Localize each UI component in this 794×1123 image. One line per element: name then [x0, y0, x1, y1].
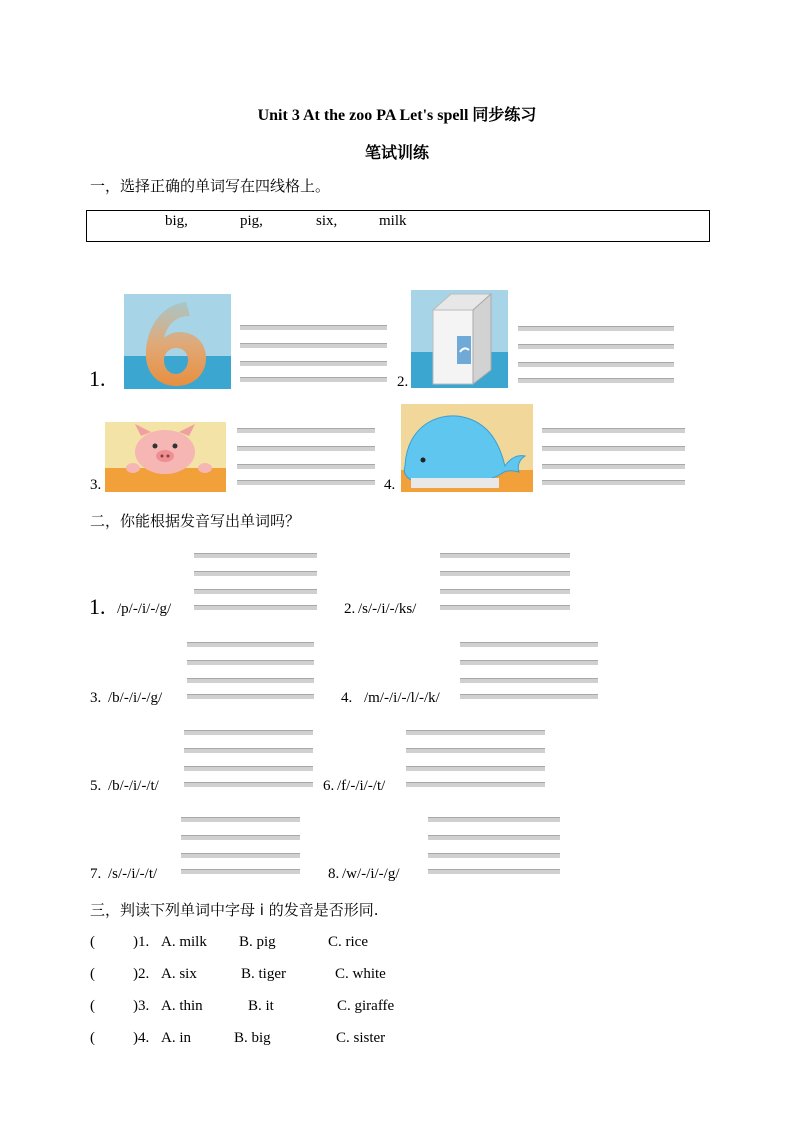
- pig-icon: [105, 422, 226, 492]
- page-subtitle: 笔试训练: [364, 143, 429, 162]
- four-line-grid[interactable]: [406, 730, 545, 786]
- phonics-text: /s/-/i/-/ks/: [358, 601, 417, 617]
- part2-heading: 二，你能根据发音写出单词吗？: [90, 512, 301, 530]
- four-line-grid[interactable]: [194, 553, 317, 609]
- item-number: 4.: [341, 690, 353, 706]
- item-number: 1.: [89, 594, 106, 619]
- option-b: B. tiger: [241, 966, 286, 982]
- item-number: 6.: [323, 778, 335, 794]
- phonics-text: /b/-/i/-/g/: [108, 690, 163, 706]
- four-line-grid[interactable]: [240, 325, 387, 381]
- option-b: B. big: [234, 1030, 271, 1046]
- question-number: )2.: [133, 966, 150, 982]
- item-number: 7.: [90, 866, 102, 882]
- question-number: )1.: [133, 934, 150, 950]
- phonics-text: /b/-/i/-/t/: [108, 778, 159, 794]
- option-a: A. thin: [161, 998, 203, 1014]
- question-number: )4.: [133, 1030, 150, 1046]
- item-number: 2.: [344, 601, 356, 617]
- four-line-grid[interactable]: [440, 553, 570, 609]
- option-b: B. it: [248, 998, 274, 1014]
- word-bank-word: pig,: [240, 213, 263, 229]
- item-number: 4.: [384, 477, 396, 493]
- word-bank-word: big,: [165, 213, 188, 229]
- option-c: C. rice: [328, 934, 368, 950]
- four-line-grid[interactable]: [518, 326, 674, 382]
- phonics-text: /m/-/i/-/l/-/k/: [364, 690, 440, 706]
- four-line-grid[interactable]: [237, 428, 375, 484]
- four-line-grid[interactable]: [542, 428, 685, 484]
- four-line-grid[interactable]: [184, 730, 313, 786]
- answer-paren[interactable]: (: [90, 966, 95, 982]
- item-number: 5.: [90, 778, 102, 794]
- whale-icon: [401, 404, 533, 492]
- option-c: C. sister: [336, 1030, 386, 1046]
- item-number: 1.: [89, 366, 106, 391]
- question-number: )3.: [133, 998, 150, 1014]
- number-six-icon: [124, 294, 231, 389]
- four-line-grid[interactable]: [428, 817, 560, 873]
- option-b: B. pig: [239, 934, 276, 950]
- phonics-text: /f/-/i/-/t/: [337, 778, 386, 794]
- item-number: 2.: [397, 374, 409, 390]
- phonics-text: /s/-/i/-/t/: [108, 866, 158, 882]
- answer-paren[interactable]: (: [90, 998, 95, 1014]
- option-c: C. giraffe: [337, 998, 395, 1014]
- four-line-grid[interactable]: [187, 642, 314, 698]
- option-c: C. white: [335, 966, 386, 982]
- milk-carton-icon: [411, 290, 508, 388]
- part3-heading: 三，判读下列单词中字母 i 的发音是否形同.: [90, 901, 379, 919]
- page-title: Unit 3 At the zoo PA Let's spell 同步练习: [257, 107, 537, 124]
- four-line-grid[interactable]: [181, 817, 300, 873]
- word-bank-word: six,: [316, 213, 338, 229]
- four-line-grid[interactable]: [460, 642, 598, 698]
- phonics-text: /p/-/i/-/g/: [117, 601, 172, 617]
- answer-paren[interactable]: (: [90, 934, 95, 950]
- option-a: A. six: [161, 966, 197, 982]
- item-number: 3.: [90, 477, 102, 493]
- option-a: A. milk: [161, 934, 207, 950]
- word-bank-word: milk: [379, 213, 407, 229]
- option-a: A. in: [161, 1030, 191, 1046]
- part1-heading: 一，选择正确的单词写在四线格上。: [90, 177, 331, 195]
- item-number: 8.: [328, 866, 340, 882]
- phonics-text: /w/-/i/-/g/: [342, 866, 400, 882]
- item-number: 3.: [90, 690, 102, 706]
- answer-paren[interactable]: (: [90, 1030, 95, 1046]
